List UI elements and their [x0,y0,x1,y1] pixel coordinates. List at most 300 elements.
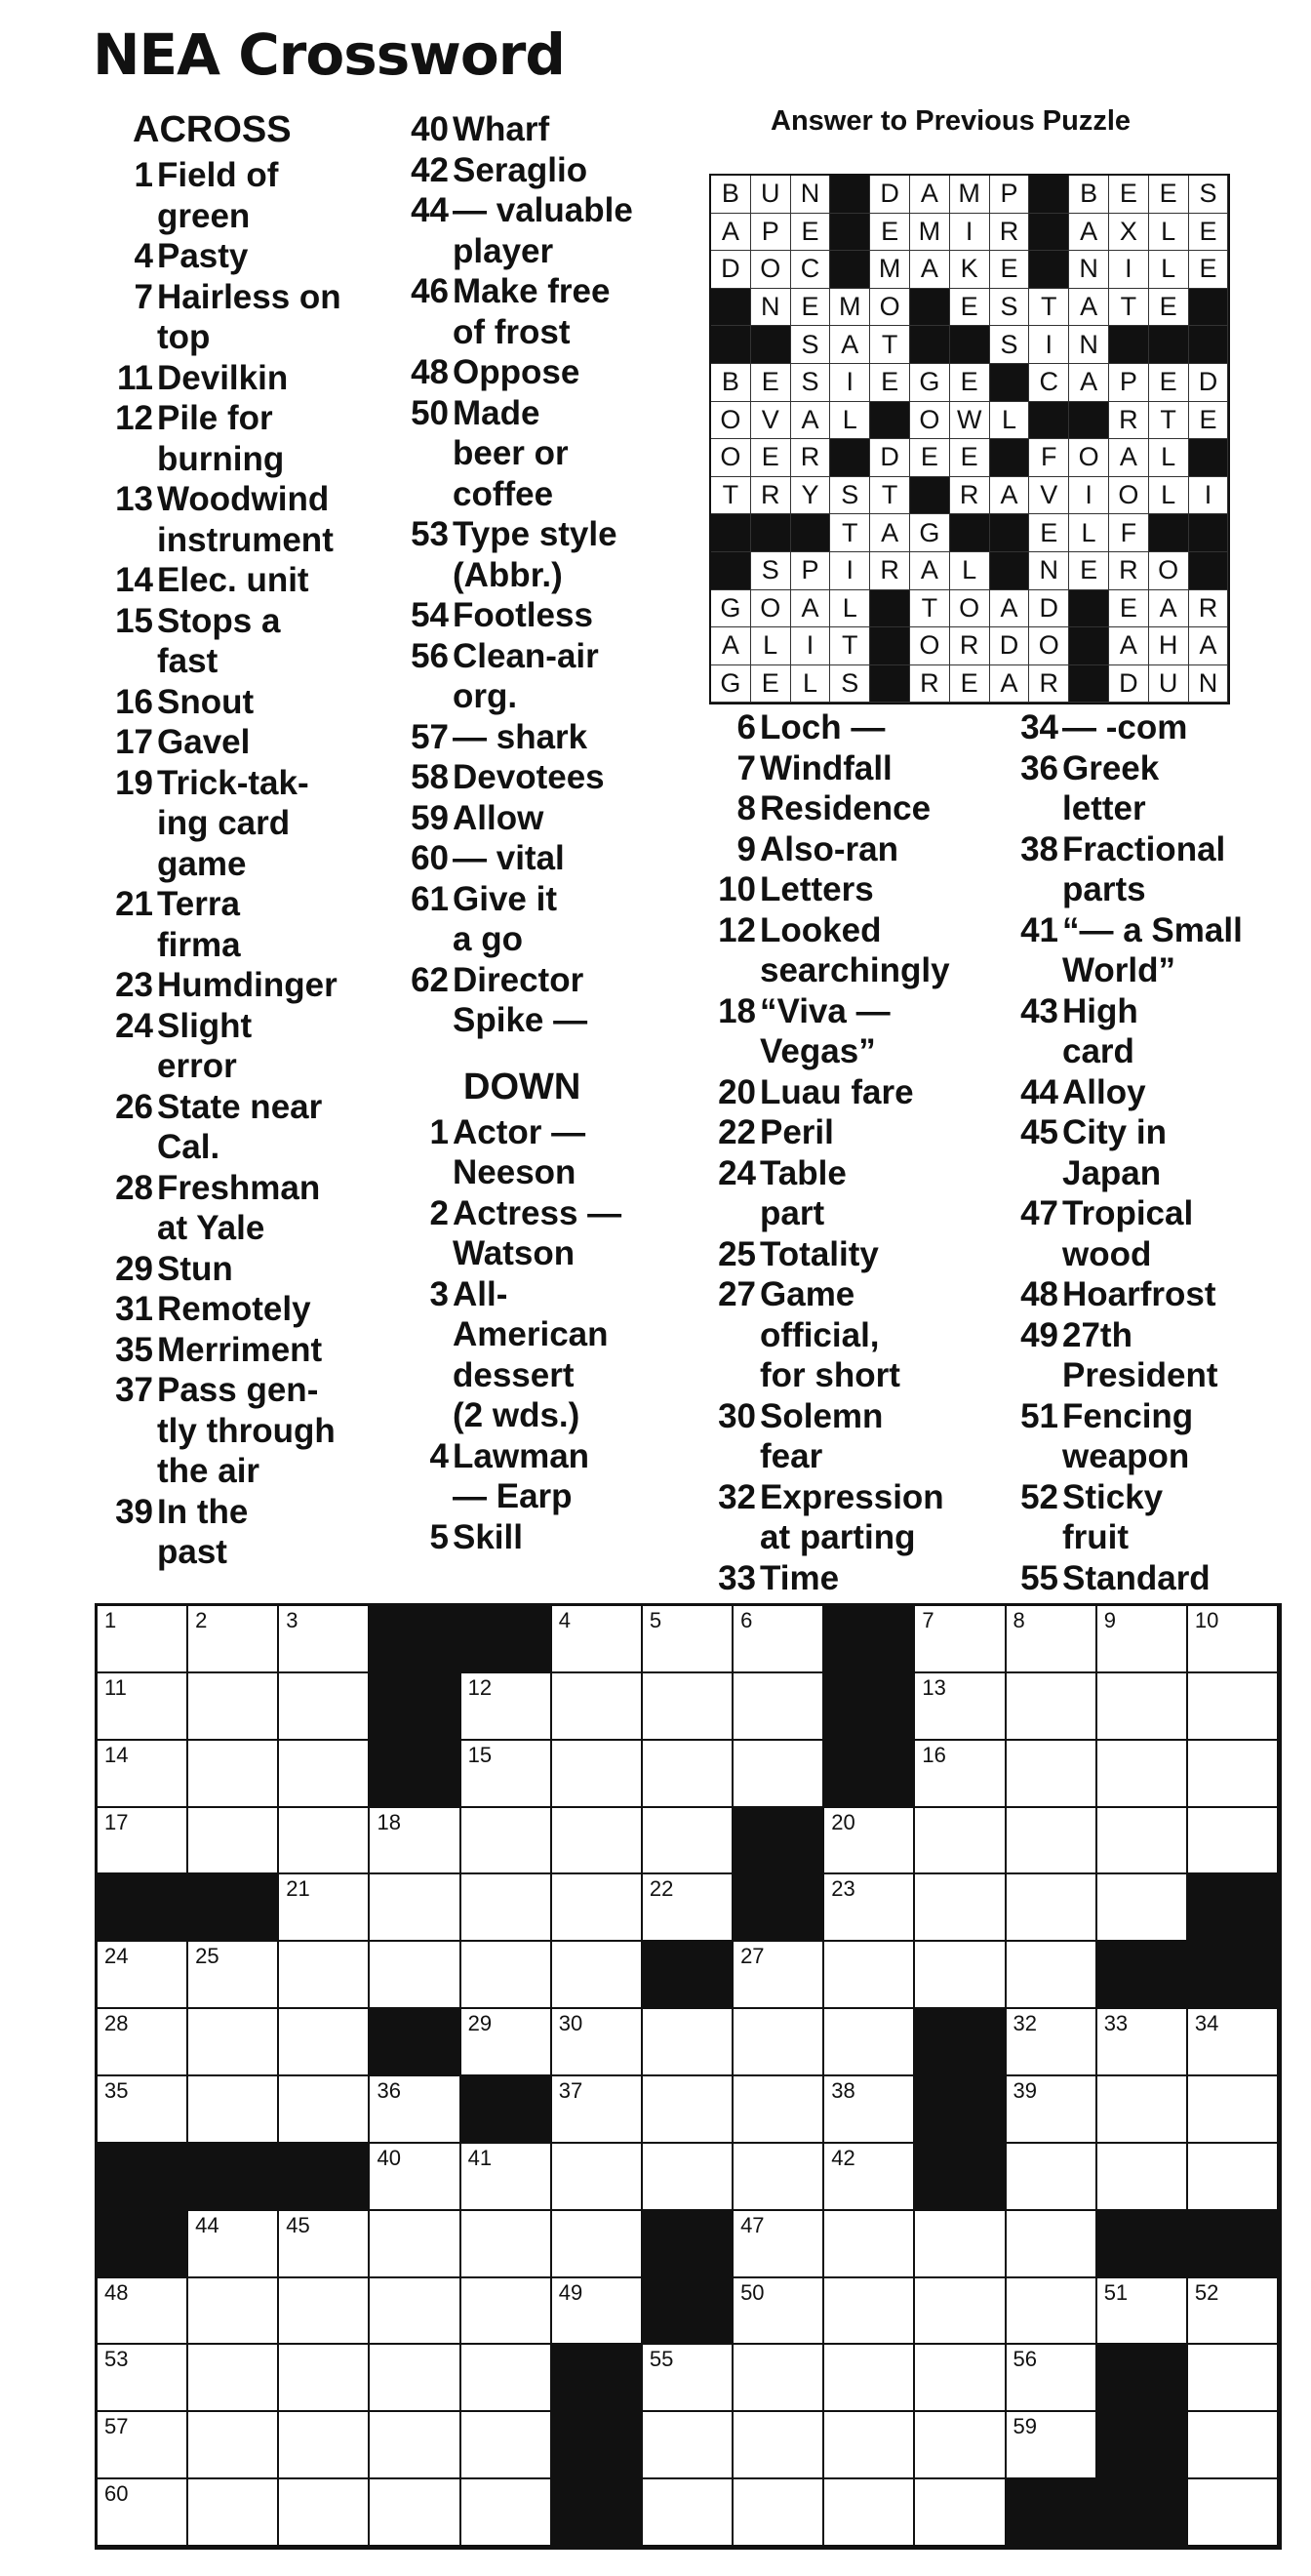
clue-item [702,707,995,748]
answer-letter-cell: D [1109,665,1149,704]
grid-cell[interactable] [1188,2009,1279,2076]
grid-cell[interactable] [552,2211,643,2278]
answer-letter-cell: T [870,477,910,515]
grid-cell[interactable] [461,2479,552,2547]
answer-black-cell [1029,176,1069,214]
grid-cell[interactable] [370,1808,460,1875]
grid-cell[interactable] [643,2345,734,2412]
grid-cell[interactable] [552,1808,643,1875]
answer-letter-cell: P [791,552,831,590]
clue-text: “— a Small World” [1062,910,1243,989]
grid-cell[interactable] [552,1673,643,1741]
black-square [915,2144,1006,2211]
cell-number: 49 [558,2279,583,2305]
clue-number: 51 [1020,1396,1058,1435]
answer-black-cell [1029,251,1069,289]
grid-cell[interactable] [1188,2278,1279,2346]
grid-cell[interactable] [824,2144,915,2211]
grid-cell[interactable] [1007,2211,1097,2278]
grid-cell[interactable] [188,2211,279,2278]
grid-cell[interactable] [98,1942,188,2009]
black-square [915,2009,1006,2076]
answer-letter-cell: E [751,364,791,402]
grid-cell[interactable] [1188,2076,1279,2144]
grid-cell[interactable] [824,1808,915,1875]
grid-cell[interactable] [98,2345,188,2412]
clue-item [1005,1072,1297,1113]
answer-letter-cell: A [1109,627,1149,665]
clue-number: 57 [411,717,449,756]
grid-cell[interactable] [824,2412,915,2479]
clue-number: 13 [115,480,153,518]
cell-number: 30 [558,2011,583,2036]
answer-letter-cell: S [791,364,831,402]
clue-text: Type style (Abbr.) [453,515,617,594]
grid-cell[interactable] [279,1808,370,1875]
answer-letter-cell: B [711,176,751,214]
clue-number: 31 [115,1290,153,1328]
grid-cell[interactable] [188,1942,279,2009]
black-square [1097,2211,1188,2278]
grid-cell[interactable] [188,2479,279,2547]
grid-cell[interactable] [370,1874,460,1942]
grid-cell[interactable] [824,1874,915,1942]
clue-item [395,879,697,960]
clue-number: 45 [1020,1113,1058,1151]
clue-text: — shark [453,717,588,756]
black-square [1188,2211,1279,2278]
answer-black-cell [711,514,751,552]
clue-text: Remotely [157,1290,311,1328]
clue-text: Give it a go [453,879,557,958]
clue-number: 53 [411,515,449,553]
grid-cell[interactable] [98,2412,188,2479]
grid-cell[interactable] [370,2144,460,2211]
answer-letter-cell: A [791,590,831,628]
grid-cell[interactable] [1188,2144,1279,2211]
grid-cell[interactable] [915,1808,1006,1875]
grid-cell[interactable] [915,1874,1006,1942]
grid-cell[interactable] [734,2412,824,2479]
grid-cell[interactable] [1007,1874,1097,1942]
answer-letter-cell: T [1149,402,1189,440]
answer-letter-cell: P [1109,364,1149,402]
clue-item [99,358,392,399]
clue-item [1005,1112,1297,1193]
grid-cell[interactable] [643,2009,734,2076]
grid-cell[interactable] [915,2345,1006,2412]
cell-number: 48 [104,2279,129,2305]
clue-item [395,190,697,271]
grid-cell[interactable] [1188,1673,1279,1741]
answer-black-cell [990,552,1030,590]
answer-letter-cell: F [1029,439,1069,477]
answer-letter-cell: A [791,402,831,440]
answer-letter-cell: R [1189,590,1229,628]
grid-cell[interactable] [461,1741,552,1808]
grid-cell[interactable] [461,1808,552,1875]
clue-text: Stops a fast [157,601,281,680]
clue-number: 18 [718,991,756,1030]
answer-letter-cell: L [1149,477,1189,515]
black-square [1007,2479,1097,2547]
grid-cell[interactable] [915,1942,1006,2009]
clue-item [99,682,392,723]
grid-cell[interactable] [279,1741,370,1808]
grid-cell[interactable] [1188,1606,1279,1673]
answer-letter-cell: E [950,439,990,477]
grid-cell[interactable] [1007,2009,1097,2076]
grid-cell[interactable] [552,1874,643,1942]
grid-cell[interactable] [98,1808,188,1875]
answer-black-cell [711,326,751,364]
grid-cell[interactable] [1097,1673,1188,1741]
answer-letter-cell: I [1069,477,1109,515]
grid-cell[interactable] [279,2479,370,2547]
clue-item [1005,991,1297,1072]
grid-cell[interactable] [370,2278,460,2346]
grid-cell[interactable] [734,2345,824,2412]
black-square [370,1606,460,1673]
grid-cell[interactable] [370,2345,460,2412]
grid-cell[interactable] [279,1874,370,1942]
black-square [734,1874,824,1942]
answer-letter-cell: O [711,439,751,477]
grid-cell[interactable] [188,1741,279,1808]
answer-letter-cell: G [711,665,751,704]
grid-cell[interactable] [98,2278,188,2346]
grid-cell[interactable] [279,2345,370,2412]
clue-text: — valuable player [453,191,633,270]
answer-black-cell [910,289,950,327]
grid-cell[interactable] [279,2412,370,2479]
answer-letter-cell: A [910,552,950,590]
black-square [1097,2345,1188,2412]
grid-cell[interactable] [98,2479,188,2547]
clue-text: — vital [453,839,565,877]
grid-cell[interactable] [461,2412,552,2479]
clue-number: 4 [134,237,153,275]
clue-item [99,1168,392,1249]
black-square [1188,1874,1279,1942]
grid-cell[interactable] [643,1673,734,1741]
clue-number: 7 [134,277,153,316]
answer-black-cell [751,514,791,552]
grid-cell[interactable] [734,1741,824,1808]
grid-cell[interactable] [188,1606,279,1673]
cell-number: 9 [1103,1608,1116,1632]
clue-number: 3 [429,1274,449,1313]
grid-cell[interactable] [734,1673,824,1741]
cell-number: 21 [286,1876,310,1902]
grid-cell[interactable] [279,2076,370,2144]
grid-cell[interactable] [915,1741,1006,1808]
clue-number: 12 [115,399,153,437]
grid-cell[interactable] [552,2144,643,2211]
grid-cell[interactable] [279,2278,370,2346]
grid-cell[interactable] [1188,1808,1279,1875]
answer-black-cell [1149,514,1189,552]
grid-cell[interactable] [188,2345,279,2412]
answer-letter-cell: E [1069,552,1109,590]
grid-cell[interactable] [643,1874,734,1942]
answer-letter-cell: R [751,477,791,515]
answer-letter-cell: L [1149,439,1189,477]
grid-cell[interactable] [734,2479,824,2547]
grid-cell[interactable] [1188,2345,1279,2412]
answer-letter-cell: O [910,627,950,665]
clue-number: 33 [718,1558,756,1597]
grid-cell[interactable] [370,2076,460,2144]
clue-number: 27 [718,1275,756,1313]
grid-cell[interactable] [1097,2278,1188,2346]
grid-cell[interactable] [1007,2144,1097,2211]
answer-letter-cell: I [830,364,870,402]
grid-cell[interactable] [824,2076,915,2144]
grid-cell[interactable] [98,1741,188,1808]
grid-cell[interactable] [279,1606,370,1673]
grid-cell[interactable] [643,2479,734,2547]
grid-cell[interactable] [643,2076,734,2144]
grid-cell[interactable] [1007,1606,1097,1673]
grid-cell[interactable] [1097,1606,1188,1673]
answer-letter-cell: E [791,214,831,252]
crossword-grid [95,1603,1282,2550]
grid-cell[interactable] [98,2076,188,2144]
grid-cell[interactable] [552,1942,643,2009]
grid-cell[interactable] [915,2278,1006,2346]
grid-cell[interactable] [279,1673,370,1741]
answer-letter-cell: D [1029,590,1069,628]
answer-letter-cell: M [830,289,870,327]
grid-cell[interactable] [1007,2076,1097,2144]
grid-cell[interactable] [188,2009,279,2076]
clue-number: 60 [411,839,449,877]
grid-cell[interactable] [1007,1673,1097,1741]
grid-cell[interactable] [1188,2479,1279,2547]
grid-cell[interactable] [915,2479,1006,2547]
across-clues-column-1 [99,109,392,1573]
clue-number: 44 [1020,1072,1058,1111]
answer-letter-cell: E [990,251,1030,289]
grid-cell[interactable] [461,2009,552,2076]
grid-cell[interactable] [824,2278,915,2346]
grid-cell[interactable] [279,1942,370,2009]
clue-item [99,1492,392,1573]
clue-text: Merriment [157,1330,323,1369]
grid-cell[interactable] [1007,1808,1097,1875]
clue-number: 58 [411,758,449,796]
clue-text: Pile for burning [157,399,285,478]
black-square [1097,1942,1188,2009]
grid-cell[interactable] [98,1673,188,1741]
grid-cell[interactable] [734,1942,824,2009]
clue-item [702,1112,995,1153]
grid-cell[interactable] [1097,2076,1188,2144]
clue-item [395,798,697,839]
grid-cell[interactable] [1097,1874,1188,1942]
grid-cell[interactable] [1097,1808,1188,1875]
grid-cell[interactable] [98,2009,188,2076]
clue-text: Peril [760,1113,834,1151]
clue-text: Fencing weapon [1062,1396,1194,1475]
grid-cell[interactable] [188,1673,279,1741]
grid-cell[interactable] [1007,1942,1097,2009]
grid-cell[interactable] [1007,1741,1097,1808]
grid-cell[interactable] [734,2278,824,2346]
grid-cell[interactable] [734,1606,824,1673]
grid-cell[interactable] [188,2412,279,2479]
grid-cell[interactable] [824,1942,915,2009]
grid-cell[interactable] [188,2076,279,2144]
clue-text: Freshman at Yale [157,1168,321,1247]
grid-cell[interactable] [643,1741,734,1808]
answer-letter-cell: O [950,590,990,628]
clue-item [1005,1396,1297,1477]
answer-letter-cell: T [910,590,950,628]
grid-cell[interactable] [1188,1741,1279,1808]
clue-item [702,748,995,789]
clue-number: 20 [718,1072,756,1111]
answer-letter-cell: E [1189,402,1229,440]
answer-letter-cell: V [1029,477,1069,515]
grid-cell[interactable] [98,1606,188,1673]
grid-cell[interactable] [734,2076,824,2144]
grid-cell[interactable] [1007,2278,1097,2346]
clue-item [395,1517,697,1558]
grid-cell[interactable] [1007,2412,1097,2479]
clue-item [702,869,995,910]
clue-text: Skill [453,1517,523,1556]
grid-cell[interactable] [461,1942,552,2009]
clue-text: Devotees [453,758,605,796]
grid-cell[interactable] [552,1606,643,1673]
grid-cell[interactable] [370,2479,460,2547]
grid-cell[interactable] [1097,2144,1188,2211]
clue-item [99,398,392,479]
clue-item [1005,1477,1297,1558]
clue-number: 10 [718,870,756,908]
clue-item [99,479,392,560]
grid-cell[interactable] [188,1808,279,1875]
answer-letter-cell: A [990,665,1030,704]
cell-number: 15 [467,1742,493,1767]
answer-letter-cell: Y [791,477,831,515]
grid-cell[interactable] [734,2211,824,2278]
grid-cell[interactable] [461,2144,552,2211]
grid-cell[interactable] [643,2412,734,2479]
grid-cell[interactable] [643,2144,734,2211]
grid-cell[interactable] [1097,1741,1188,1808]
grid-cell[interactable] [279,2009,370,2076]
clue-number: 15 [115,601,153,640]
grid-cell[interactable] [552,2076,643,2144]
cell-number: 22 [649,1876,674,1902]
cell-number: 39 [1013,2077,1038,2103]
grid-cell[interactable] [734,2009,824,2076]
answer-letter-cell: I [830,552,870,590]
answer-letter-cell: A [990,477,1030,515]
grid-cell[interactable] [824,2479,915,2547]
grid-cell[interactable] [643,1808,734,1875]
answer-letter-cell: O [711,402,751,440]
clue-number: 37 [115,1371,153,1409]
grid-cell[interactable] [1188,2412,1279,2479]
clue-number: 38 [1020,829,1058,868]
clue-text: Seraglio [453,150,588,189]
clue-text: Lawman — Earp [453,1436,590,1515]
black-square [461,1606,552,1673]
grid-cell[interactable] [188,2278,279,2346]
answer-letter-cell: E [1149,364,1189,402]
grid-cell[interactable] [1007,2345,1097,2412]
answer-letter-cell: R [990,214,1030,252]
grid-cell[interactable] [461,1874,552,1942]
grid-cell[interactable] [824,2009,915,2076]
cell-number: 33 [1103,2011,1129,2036]
clue-text: Looked searchingly [760,910,950,989]
answer-letter-cell: C [791,251,831,289]
black-square [552,2345,643,2412]
answer-letter-cell: T [1029,289,1069,327]
grid-cell[interactable] [461,2211,552,2278]
answer-black-cell [870,402,910,440]
clue-number: 16 [115,682,153,721]
grid-cell[interactable] [1097,2009,1188,2076]
grid-cell[interactable] [552,1741,643,1808]
grid-cell[interactable] [824,2211,915,2278]
answer-black-cell [791,514,831,552]
grid-cell[interactable] [461,1673,552,1741]
answer-letter-cell: O [1029,627,1069,665]
grid-cell[interactable] [279,2211,370,2278]
clue-number: 26 [115,1087,153,1126]
grid-cell[interactable] [824,2345,915,2412]
grid-cell[interactable] [461,2278,552,2346]
grid-cell[interactable] [461,2345,552,2412]
answer-letter-cell: A [910,251,950,289]
answer-letter-cell: L [1069,514,1109,552]
clue-text: Snout [157,682,255,721]
grid-cell[interactable] [915,2412,1006,2479]
grid-cell[interactable] [915,1606,1006,1673]
grid-cell[interactable] [734,2144,824,2211]
cell-number: 59 [1013,2414,1038,2439]
grid-cell[interactable] [370,2412,460,2479]
grid-cell[interactable] [370,1942,460,2009]
answer-letter-cell: N [1069,251,1109,289]
clue-text: Alloy [1062,1072,1146,1111]
grid-cell[interactable] [915,1673,1006,1741]
clue-text: All- American dessert (2 wds.) [453,1274,609,1434]
answer-black-cell [830,176,870,214]
clue-item [1005,1274,1297,1315]
grid-cell[interactable] [552,2009,643,2076]
answer-letter-cell: G [711,590,751,628]
black-square [370,1741,460,1808]
cell-number: 5 [649,1608,662,1632]
clue-text: Residence [760,789,932,827]
grid-cell[interactable] [370,2211,460,2278]
answer-letter-cell: A [1069,214,1109,252]
answer-letter-cell: D [870,439,910,477]
grid-cell[interactable] [643,1606,734,1673]
clue-item [702,1274,995,1396]
cell-number: 24 [104,1944,129,1969]
grid-cell[interactable] [915,2211,1006,2278]
grid-cell[interactable] [552,2278,643,2346]
answer-letter-cell: S [830,477,870,515]
